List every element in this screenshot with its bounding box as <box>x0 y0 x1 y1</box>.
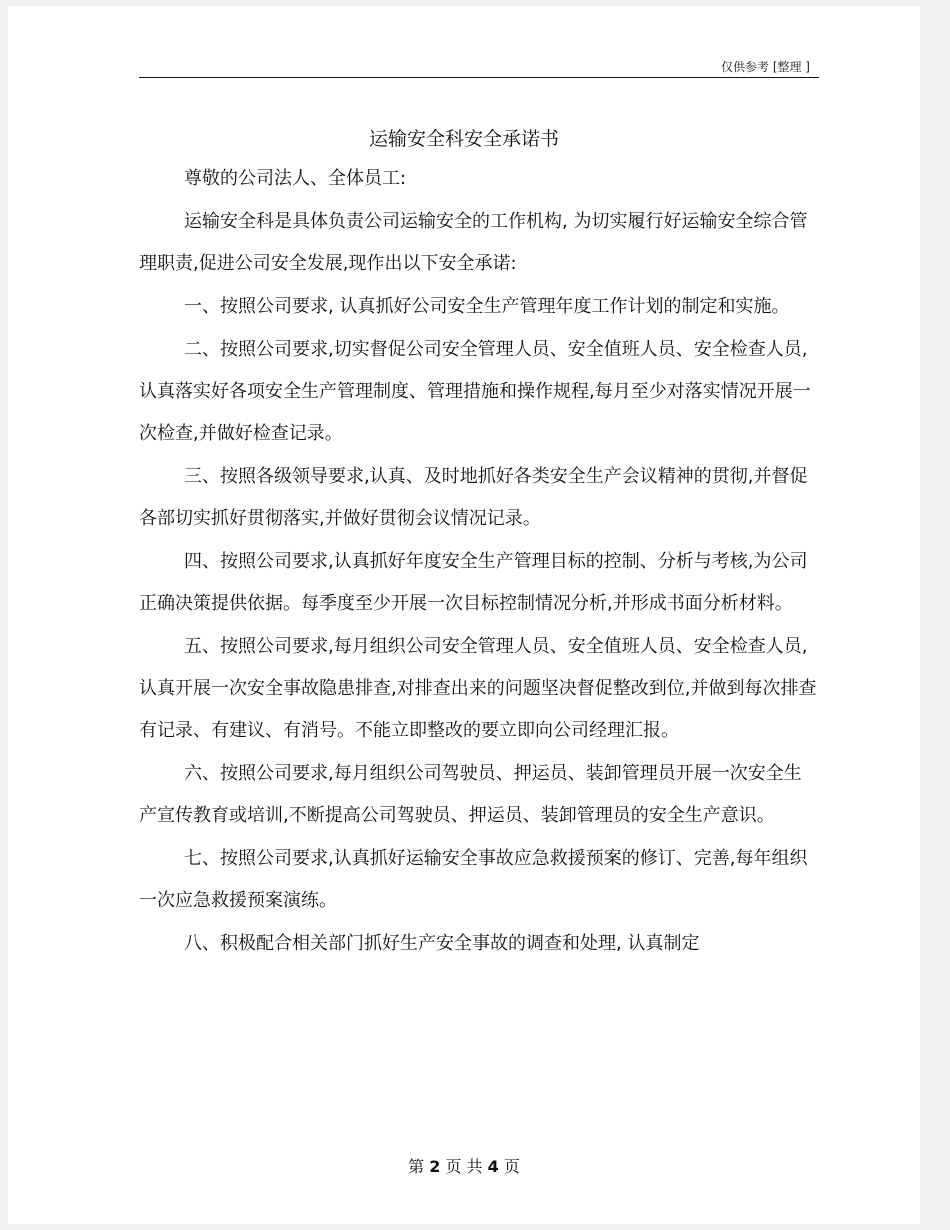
total-pages-number: 4 <box>487 1157 499 1176</box>
document-page <box>8 6 920 1224</box>
page-footer <box>8 1154 920 1177</box>
intro-paragraph: 运输安全科是具体负责公司运输安全的工作机构, 为切实履行好运输安全综合管理职责,促进公司安全发展,现作出以下安全承诺: <box>139 211 808 274</box>
current-page-number: 2 <box>429 1157 441 1176</box>
footer-prefix: 第 <box>408 1157 425 1176</box>
commitment-item-1: 一、按照公司要求, 认真抓好公司安全生产管理年度工作计划的制定和实施。 <box>184 296 790 317</box>
commitment-item-7: 七、按照公司要求,认真抓好运输安全事故应急救援预案的修订、完善,每年组织一次应急救援预案演练。 <box>139 848 808 911</box>
commitment-item-4: 四、按照公司要求,认真抓好年度安全生产管理目标的控制、分析与考核,为公司正确决策提供依据。每季度至少开展一次目标控制情况分析,并形成书面分析材料。 <box>139 551 808 614</box>
commitment-item-5: 五、按照公司要求,每月组织公司安全管理人员、安全值班人员、安全检查人员,认真开展一次安全事故隐患排查,对排查出来的问题坚决督促整改到位,并做到每次排查有记录、有建议、有消号。不能立即整改的要立即向公司经理汇报。 <box>139 636 817 741</box>
footer-middle: 页 共 <box>445 1157 483 1176</box>
commitment-item-3: 三、按照各级领导要求,认真、及时地抓好各类安全生产会议精神的贯彻,并督促各部切实抓好贯彻落实,并做好贯彻会议情况记录。 <box>139 466 808 529</box>
salutation: 尊敬的公司法人、全体员工: <box>184 168 407 189</box>
header-note: 仅供参考 [整理 ] <box>721 60 810 74</box>
header-divider <box>139 77 819 78</box>
footer-suffix: 页 <box>503 1157 520 1176</box>
document-body <box>139 158 819 966</box>
commitment-item-2: 二、按照公司要求,切实督促公司安全管理人员、安全值班人员、安全检查人员,认真落实好各项安全生产管理制度、管理措施和操作规程,每月至少对落实情况开展一次检查,并做好检查记录。 <box>139 339 811 444</box>
commitment-item-6: 六、按照公司要求,每月组织公司驾驶员、押运员、装卸管理员开展一次安全生产宣传教育或培训,不断提高公司驾驶员、押运员、装卸管理员的安全生产意识。 <box>139 763 802 826</box>
commitment-item-8: 八、积极配合相关部门抓好生产安全事故的调查和处理, 认真制定 <box>184 933 700 954</box>
document-title: 运输安全科安全承诺书 <box>368 128 559 150</box>
